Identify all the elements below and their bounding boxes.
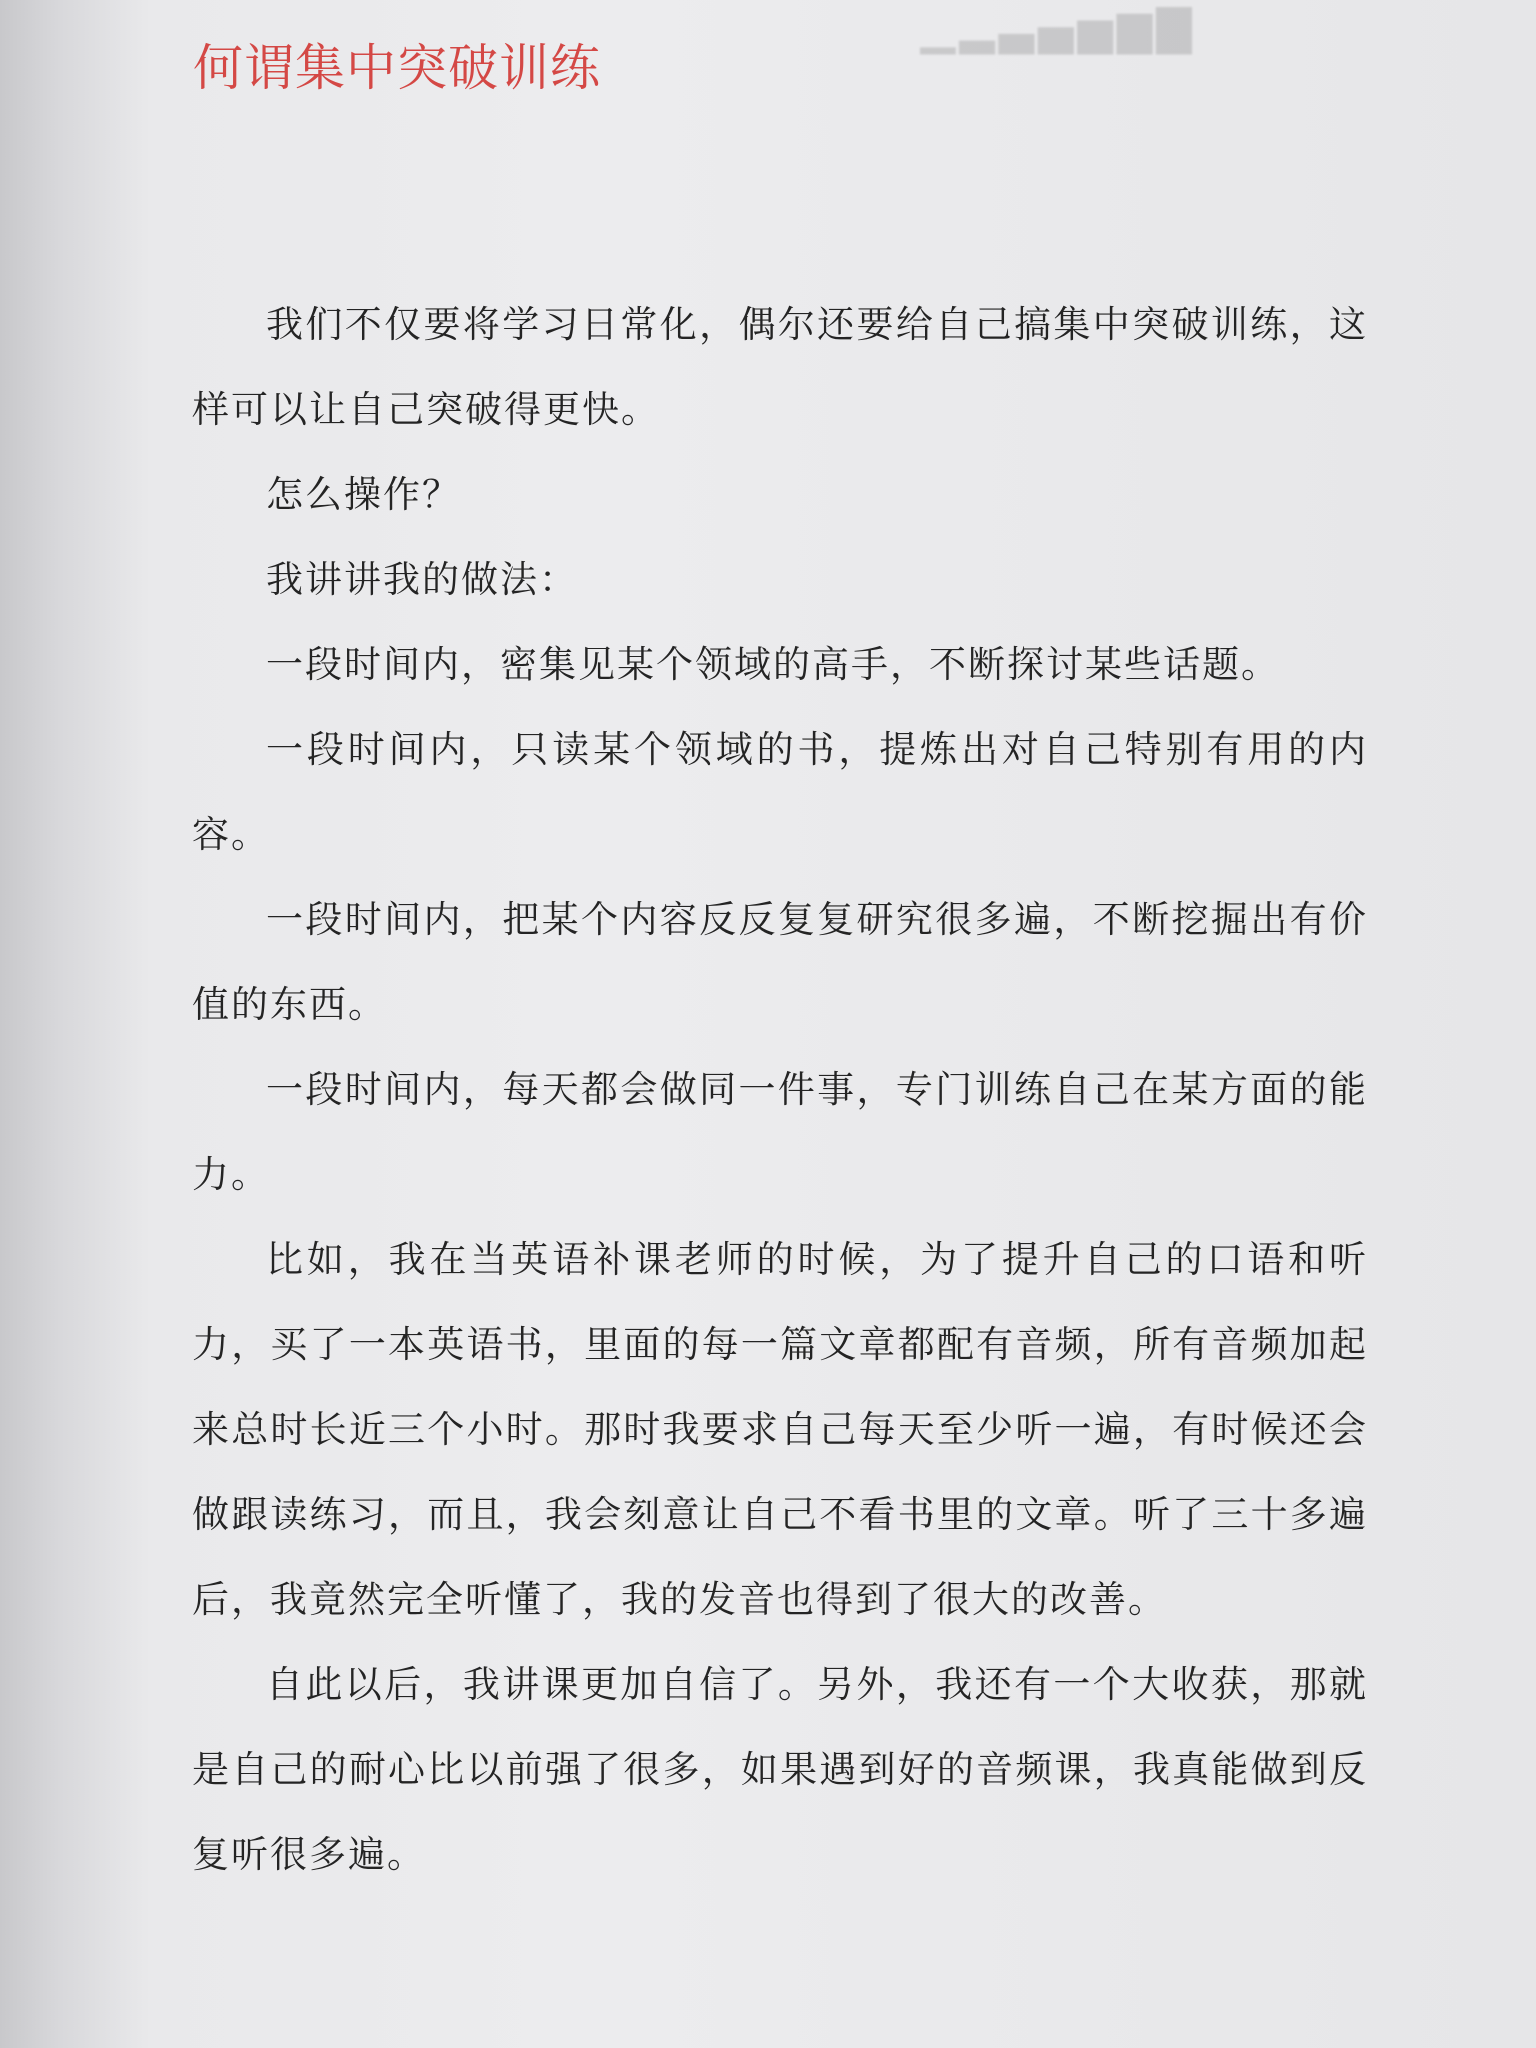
paragraph-method-4: 一段时间内，每天都会做同一件事，专门训练自己在某方面的能力。 bbox=[192, 1068, 1368, 1196]
article-body bbox=[192, 282, 1368, 1897]
paragraph-method-intro: 我讲讲我的做法： bbox=[266, 558, 578, 601]
paragraph-example: 比如，我在当英语补课老师的时候，为了提升自己的口语和听力，买了一本英语书，里面的每一篇文章都配有音频，所有音频加起来总时长近三个小时。那时我要求自己每天至少听一遍，有时候还会做跟读练习，而且，我会刻意让自己不看书里的文章。听了三十多遍后，我竟然完全听懂了，我的发音也得到了很大的改善。 bbox=[192, 1238, 1368, 1621]
paragraph-method-2: 一段时间内，只读某个领域的书，提炼出对自己特别有用的内容。 bbox=[192, 728, 1368, 856]
paragraph-result: 自此以后，我讲课更加自信了。另外，我还有一个大收获，那就是自己的耐心比以前强了很多，如果遇到好的音频课，我真能做到反复听很多遍。 bbox=[192, 1663, 1368, 1876]
paragraph-method-1: 一段时间内，密集见某个领域的高手，不断探讨某些话题。 bbox=[266, 643, 1280, 686]
paragraph-method-3: 一段时间内，把某个内容反反复复研究很多遍，不断挖掘出有价值的东西。 bbox=[192, 898, 1368, 1026]
bleed-through-texture: ▁▂▃▄▅▆▇ bbox=[920, 0, 1196, 54]
section-title: 何谓集中突破训练 bbox=[193, 39, 601, 97]
paragraph-intro: 我们不仅要将学习日常化，偶尔还要给自己搞集中突破训练，这样可以让自己突破得更快。 bbox=[192, 303, 1368, 431]
paragraph-question: 怎么操作？ bbox=[266, 473, 461, 516]
